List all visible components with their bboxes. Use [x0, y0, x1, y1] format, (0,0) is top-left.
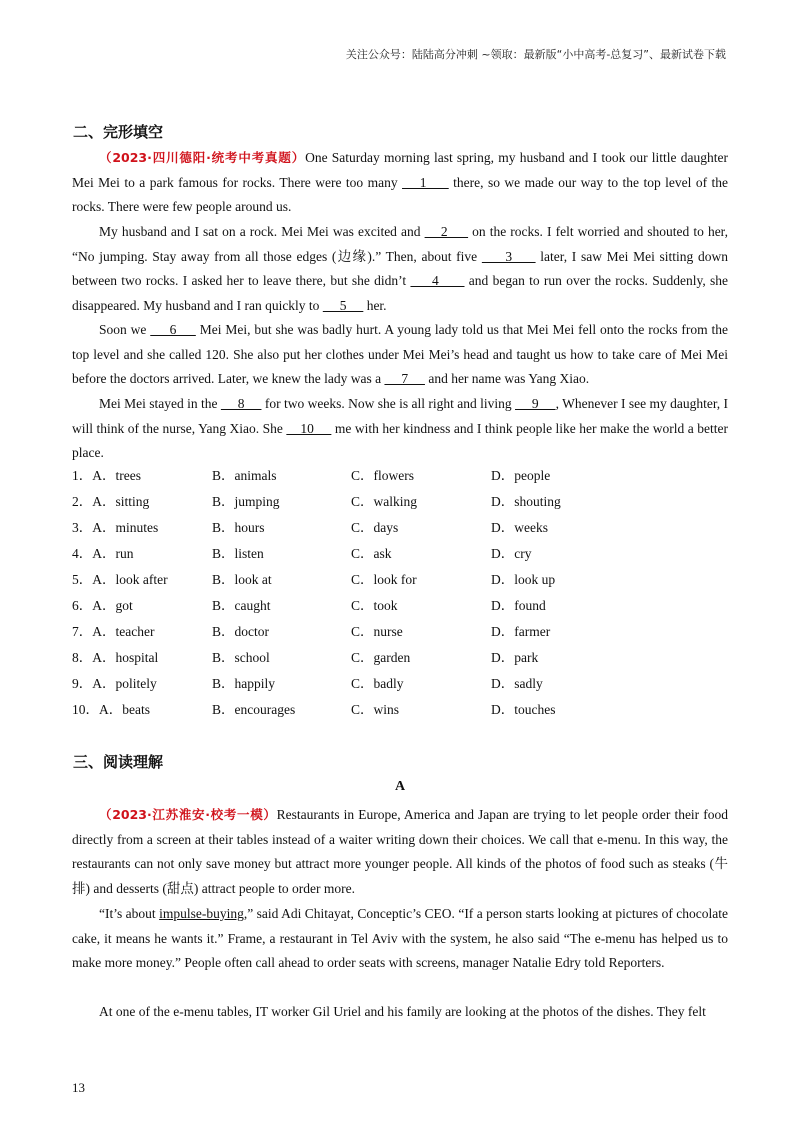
- option-a: 3．A．minutes: [72, 520, 159, 535]
- option-a: 7．A．teacher: [72, 624, 155, 639]
- text: Mei Mei stayed in the: [99, 396, 221, 411]
- option-a: 2．A．sitting: [72, 494, 150, 509]
- cloze-section-title: 二、完形填空: [73, 123, 164, 141]
- reading-paragraph-2: [72, 902, 728, 976]
- option-c: C．flowers: [351, 468, 414, 483]
- text: her.: [363, 298, 387, 314]
- blank-3: 3: [481, 248, 536, 264]
- reading-paragraph-3: At one of the e-menu tables, IT worker Gil Uriel and his family are looking at the photos of the dishes. They felt: [99, 1004, 706, 1019]
- option-c: C．garden: [351, 650, 411, 665]
- blank-2: 2: [424, 224, 469, 239]
- blank-7: 7: [384, 371, 425, 387]
- option-b: B．jumping: [212, 494, 280, 509]
- option-a: 5．A．look after: [72, 572, 168, 587]
- option-b: B．hours: [212, 520, 265, 535]
- text: later, I saw Mei Mei sitting down between two rocks. I asked her to leave there, but she didn’t: [72, 248, 729, 289]
- question-row: [72, 541, 728, 567]
- text: Soon we: [99, 322, 151, 337]
- text: One Saturday morning last spring, my husband and I took our little daughter Mei Mei to a park famous for rocks. There were too many: [72, 150, 728, 190]
- option-c: C．look for: [351, 572, 417, 587]
- option-d: D．found: [491, 598, 546, 613]
- option-a: 4．A．run: [72, 546, 134, 561]
- option-b: B．caught: [212, 598, 271, 613]
- text: on the rocks. I felt worried and shouted to her, “No jumping. Stay away from all those edges (边缘).” Then, about five: [72, 224, 729, 264]
- text: ,” said Adi Chitayat, Conceptic’s CEO. “If a person starts looking at pictures of chocolate cake, it means he wants it.” Frame, a restaurant in Tel Aviv with the system, he also said “The e-menu has helped us to make more money.” People often call ahead to order seats with screens, manager Natalie Edry told Reporters.: [72, 906, 728, 971]
- option-c: C．badly: [351, 676, 404, 691]
- text: me with her kindness and I think people like her make the world a better place.: [72, 420, 728, 461]
- option-a: 9．A．politely: [72, 676, 157, 691]
- option-d: D．sadly: [491, 676, 543, 691]
- text: for two weeks. Now she is all right and living: [261, 396, 516, 411]
- option-b: B．look at: [212, 572, 272, 587]
- option-c: C．walking: [351, 494, 417, 509]
- question-row: [72, 671, 728, 697]
- option-d: D．cry: [491, 546, 532, 561]
- question-row: [72, 515, 728, 541]
- option-b: B．happily: [212, 676, 275, 691]
- option-a: 8．A．hospital: [72, 650, 159, 665]
- cloze-source: （2023·四川德阳·统考中考真题）: [99, 150, 306, 165]
- reading-paragraph-1: [72, 803, 728, 902]
- option-d: D．weeks: [491, 520, 548, 535]
- option-a: 10．A．beats: [72, 702, 150, 717]
- blank-6: 6: [150, 322, 196, 337]
- blank-8: 8: [220, 396, 262, 411]
- text: “It’s about: [99, 906, 160, 921]
- blank-4: 4: [410, 273, 465, 289]
- option-a: 1．A．trees: [72, 468, 141, 483]
- reading-source: （2023·江苏淮安·校考一模）: [99, 807, 277, 822]
- option-c: C．nurse: [351, 624, 403, 639]
- text: there, so we made our way to the top level of the rocks. There were few people around us.: [72, 174, 729, 215]
- cloze-paragraph-3: [72, 318, 728, 392]
- question-row: [72, 697, 728, 723]
- text: and began to run over the rocks. Suddenly, she disappeared. My husband and I ran quickly to: [72, 273, 728, 314]
- option-d: D．look up: [491, 572, 556, 587]
- passage-title: A: [394, 779, 406, 794]
- option-d: D．farmer: [491, 624, 551, 639]
- question-row: [72, 567, 728, 593]
- text: Restaurants in Europe, America and Japan are trying to let people order their food directly from a screen at their tables instead of a waiter writing down their choices. We call that e-menu. In this way, the restaurants can not only save money but attract more younger people. All kinds of the photos of food such as steaks (牛排) and desserts (甜点) attract people to order more.: [72, 807, 728, 897]
- option-c: C．ask: [351, 546, 392, 561]
- underlined-term: impulse-buying: [159, 906, 244, 921]
- text: My husband and I sat on a rock. Mei Mei was excited and: [99, 224, 425, 239]
- option-b: B．encourages: [212, 702, 296, 717]
- blank-1: 1: [402, 174, 449, 190]
- cloze-paragraph-1: [72, 146, 728, 220]
- text: and her name was Yang Xiao.: [424, 371, 590, 387]
- option-c: C．took: [351, 598, 398, 613]
- question-row: [72, 463, 728, 489]
- option-b: B．school: [212, 650, 270, 665]
- reading-section-title: 三、阅读理解: [73, 753, 164, 771]
- option-c: C．wins: [351, 702, 400, 717]
- option-d: D．touches: [491, 702, 556, 717]
- question-row: [72, 619, 728, 645]
- blank-9: 9: [515, 396, 556, 411]
- option-b: B．listen: [212, 546, 264, 561]
- question-row: [72, 489, 728, 515]
- text: Mei Mei, but she was badly hurt. A young lady told us that Mei Mei fell onto the rocks from the top level and she called 120. She also put her clothes under Mei Mei’s head and taught us how to take care of Mei Mei before the doctors arrived. Later, we knew the lady was a: [72, 322, 728, 387]
- cloze-paragraph-4: [72, 392, 728, 466]
- option-a: 6．A．got: [72, 598, 133, 613]
- option-b: B．animals: [212, 468, 277, 483]
- text: , Whenever I see my daughter, I will think of the nurse, Yang Xiao. She: [72, 396, 729, 436]
- option-c: C．days: [351, 520, 399, 535]
- question-row: [72, 593, 728, 619]
- option-d: D．people: [491, 468, 551, 483]
- cloze-paragraph-2: [72, 220, 728, 319]
- blank-10: 10: [286, 420, 332, 436]
- question-row: [72, 645, 728, 671]
- option-b: B．doctor: [212, 624, 269, 639]
- option-d: D．shouting: [491, 494, 561, 509]
- page-header: 关注公众号：陆陆高分冲刺 ~领取：最新版“小中高考-总复习”、最新试卷下载: [345, 48, 726, 61]
- blank-5: 5: [322, 298, 364, 314]
- option-d: D．park: [491, 650, 539, 665]
- page-number: 13: [72, 1080, 85, 1095]
